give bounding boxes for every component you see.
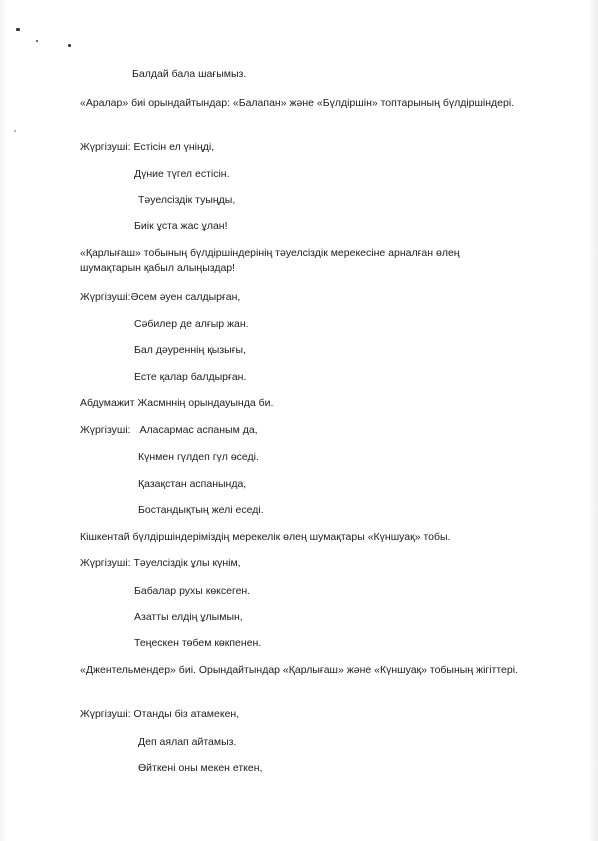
verse-line: Бостандықтың желі еседі. <box>138 504 264 516</box>
verse-line: Күнмен гүлдеп гүл өседі. <box>138 451 259 463</box>
verse-line: Қазақстан аспанында, <box>138 478 247 490</box>
verse-line: Естісін ел үніңді, <box>133 141 215 153</box>
verse-line: Дүние түгел естісін. <box>134 168 230 180</box>
verse-line: Азатты елдің ұлымын, <box>134 611 243 623</box>
verse-line: Отанды біз атамекен, <box>133 708 240 720</box>
verse-line: Теңескен төбем көкпенен. <box>134 637 262 649</box>
paragraph: Абдумажит Жасмннің орындауында би. <box>80 397 274 409</box>
scan-speck <box>16 28 20 31</box>
verse-line: Бабалар рухы көксеген. <box>134 585 251 597</box>
verse-line: Тәуелсіздік туыңды, <box>138 194 236 206</box>
presenter-line <box>80 291 240 304</box>
presenter-label: Жүргізуші: <box>80 424 131 436</box>
presenter-line <box>80 424 258 437</box>
verse-line: Аласармас аспаным да, <box>139 424 258 436</box>
verse-line: Тәуелсіздік ұлы күнім, <box>133 557 241 569</box>
presenter-line <box>80 557 241 570</box>
verse-line: Әсем әуен салдырған, <box>130 291 241 303</box>
paragraph: «Джентельмендер» биі. Орындайтындар «Қарлығаш» және «Күншуақ» тобының жігіттері. <box>80 664 518 676</box>
verse-line: Бал дәуреннің қызығы, <box>134 344 246 356</box>
presenter-label: Жүргізуші: <box>80 291 131 303</box>
verse-line: Есте қалар балдырған. <box>134 371 247 383</box>
verse-line: Өйткені оны мекен еткен, <box>138 762 263 774</box>
scan-speck <box>68 44 71 47</box>
presenter-label: Жүргізуші: <box>80 708 131 720</box>
presenter-label: Жүргізуші: <box>80 141 131 153</box>
presenter-line <box>80 708 239 721</box>
verse-line: Биік ұста жас ұлан! <box>134 220 228 232</box>
paragraph: Кішкентай бүлдіршіндеріміздің мерекелік өлең шумақтары «Күншуақ» тобы. <box>80 531 451 543</box>
paragraph: «Қарлығаш» тобының бүлдіршіндерінің тәуелсіздік мерекесіне арналған өлең шумақтарын қабыл алыңыздар! <box>80 247 460 274</box>
scan-speck <box>36 40 38 42</box>
presenter-line <box>80 141 214 154</box>
paragraph: «Аралар» биі орындайтындар: «Балапан» және «Бүлдіршін» топтарының бүлдіршіндері. <box>80 97 515 109</box>
verse-line: Деп аялап айтамыз. <box>138 736 237 748</box>
presenter-label: Жүргізуші: <box>80 557 131 569</box>
verse-line: Сәбилер де алғыр жан. <box>134 318 249 330</box>
document-title: Балдай бала шағымыз. <box>132 68 247 80</box>
scan-speck <box>14 130 16 132</box>
